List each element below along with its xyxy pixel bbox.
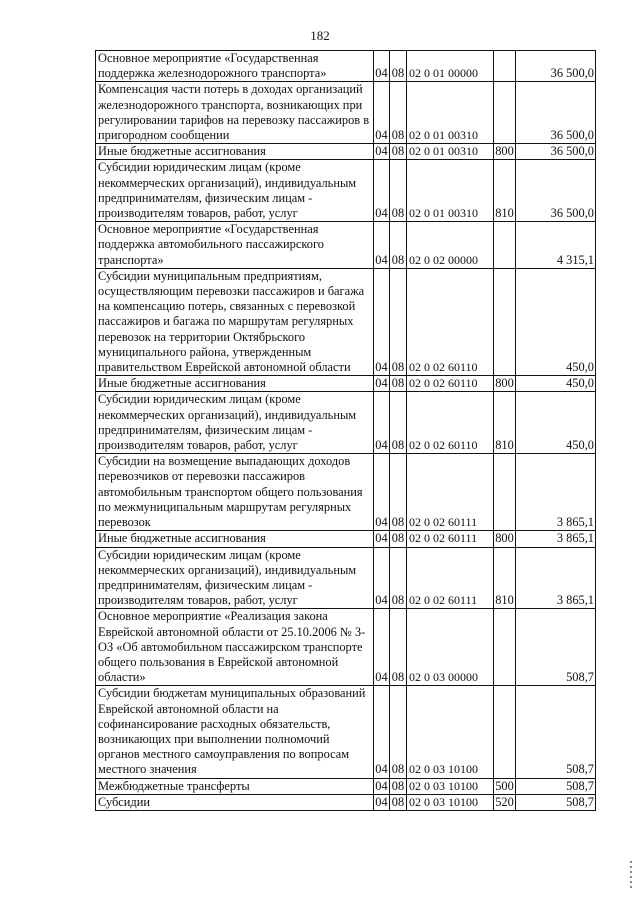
table-row xyxy=(96,454,596,531)
item-name-cell: Иные бюджетные ассигнования xyxy=(96,144,374,160)
item-name-cell: Субсидии на возмещение выпадающих доходов перевозчиков от перевозки пассажиров автомобильным транспортом общего пользования по межмуниципальным маршрутам регулярных перевозок xyxy=(96,454,374,531)
subsection-code-cell: 08 xyxy=(390,268,407,375)
table-row xyxy=(96,778,596,794)
item-name-cell: Компенсация части потерь в доходах организаций железнодорожного транспорта, возникающих при регулировании тарифов на перевозку пассажиров в пригородном сообщении xyxy=(96,82,374,144)
amount-cell: 3 865,1 xyxy=(516,547,596,609)
item-name-cell: Субсидии юридическим лицам (кроме некоммерческих организаций), индивидуальным предпринимателям, физическим лицам - производителям товаров, работ, услуг xyxy=(96,160,374,222)
subsection-code-cell: 08 xyxy=(390,794,407,810)
section-code-cell: 04 xyxy=(374,609,390,686)
expense-type-code-cell xyxy=(494,454,516,531)
subsection-code-cell: 08 xyxy=(390,160,407,222)
target-article-code-cell: 02 0 03 00000 xyxy=(407,609,494,686)
expense-type-code-cell: 800 xyxy=(495,531,514,546)
table-row xyxy=(96,392,596,454)
target-article-code-cell: 02 0 01 00310 xyxy=(407,160,494,222)
table-row xyxy=(96,268,596,375)
item-name-cell: Субсидии юридическим лицам (кроме некоммерческих организаций), индивидуальным предпринимателям, физическим лицам - производителям товаров, работ, услуг xyxy=(96,547,374,609)
item-name-cell: Межбюджетные трансферты xyxy=(96,778,374,794)
amount-cell: 3 865,1 xyxy=(516,531,596,547)
expense-type-code-cell xyxy=(494,686,516,778)
section-code-cell: 04 xyxy=(374,392,390,454)
target-article-code-cell: 02 0 03 10100 xyxy=(407,686,494,778)
scan-artifact xyxy=(630,861,632,891)
amount-cell: 36 500,0 xyxy=(516,160,596,222)
amount-cell: 450,0 xyxy=(516,392,596,454)
section-code-cell: 04 xyxy=(374,686,390,778)
target-article-code-cell: 02 0 02 60110 xyxy=(407,268,494,375)
section-code-cell: 04 xyxy=(375,778,388,793)
page-number: 182 xyxy=(310,28,330,43)
target-article-code-cell: 02 0 03 10100 xyxy=(407,778,494,794)
subsection-code-cell: 08 xyxy=(390,144,407,160)
table-row xyxy=(96,531,596,547)
item-name-cell: Субсидии бюджетам муниципальных образований Еврейской автономной области на софинансирование расходных обязательств, возникающих при выполнении полномочий органов местного самоуправления по вопросам местного значения xyxy=(96,686,374,778)
expense-type-code-cell: 520 xyxy=(495,794,514,809)
table-row xyxy=(96,144,596,160)
item-name-cell: Основное мероприятие «Государственная поддержка железнодорожного транспорта» xyxy=(96,51,374,82)
expense-type-code-cell: 500 xyxy=(495,778,514,793)
target-article-code-cell: 02 0 03 10100 xyxy=(407,794,494,810)
target-article-code-cell: 02 0 02 60110 xyxy=(407,392,494,454)
item-name-cell: Субсидии юридическим лицам (кроме некоммерческих организаций), индивидуальным предпринимателям, физическим лицам - производителям товаров, работ, услуг xyxy=(96,392,374,454)
amount-cell: 4 315,1 xyxy=(516,222,596,269)
amount-cell: 508,7 xyxy=(516,778,596,794)
target-article-code-cell: 02 0 01 00310 xyxy=(407,144,494,160)
subsection-code-cell: 08 xyxy=(390,609,407,686)
expense-type-code-cell xyxy=(494,51,516,82)
amount-cell: 3 865,1 xyxy=(516,454,596,531)
expense-type-code-cell: 810 xyxy=(494,160,516,222)
expense-type-code-cell: 800 xyxy=(495,144,514,159)
item-name-cell: Основное мероприятие «Реализация закона Еврейской автономной области от 25.10.2006 № 3-ОЗ «Об автомобильном пассажирском транспорте общего пользования в Еврейской автономной области» xyxy=(96,609,374,686)
item-name-cell: Иные бюджетные ассигнования xyxy=(96,376,374,392)
table-row xyxy=(96,686,596,778)
section-code-cell: 04 xyxy=(374,222,390,269)
amount-cell: 450,0 xyxy=(516,268,596,375)
table-row xyxy=(96,222,596,269)
table-row xyxy=(96,794,596,810)
subsection-code-cell: 08 xyxy=(390,51,407,82)
amount-cell: 36 500,0 xyxy=(516,51,596,82)
subsection-code-cell: 08 xyxy=(390,376,407,392)
table-row xyxy=(96,160,596,222)
item-name-cell: Основное мероприятие «Государственная поддержка автомобильного пассажирского транспорта» xyxy=(96,222,374,269)
table-row xyxy=(96,51,596,82)
subsection-code-cell: 08 xyxy=(390,531,407,547)
table-row xyxy=(96,376,596,392)
expense-type-code-cell: 800 xyxy=(495,376,514,391)
amount-cell: 36 500,0 xyxy=(516,82,596,144)
subsection-code-cell: 08 xyxy=(390,392,407,454)
section-code-cell: 04 xyxy=(374,160,390,222)
table-row xyxy=(96,547,596,609)
target-article-code-cell: 02 0 02 60111 xyxy=(407,454,494,531)
subsection-code-cell: 08 xyxy=(390,686,407,778)
amount-cell: 450,0 xyxy=(516,376,596,392)
target-article-code-cell: 02 0 02 60111 xyxy=(407,531,494,547)
expense-type-code-cell xyxy=(494,222,516,269)
target-article-code-cell: 02 0 02 60111 xyxy=(407,547,494,609)
section-code-cell: 04 xyxy=(375,531,388,546)
item-name-cell: Субсидии xyxy=(96,794,374,810)
expense-type-code-cell xyxy=(494,609,516,686)
subsection-code-cell: 08 xyxy=(390,778,407,794)
target-article-code-cell: 02 0 01 00000 xyxy=(407,51,494,82)
section-code-cell: 04 xyxy=(375,144,388,159)
section-code-cell: 04 xyxy=(374,268,390,375)
expense-type-code-cell: 810 xyxy=(494,392,516,454)
target-article-code-cell: 02 0 01 00310 xyxy=(407,82,494,144)
section-code-cell: 04 xyxy=(374,454,390,531)
table-row xyxy=(96,609,596,686)
amount-cell: 508,7 xyxy=(516,686,596,778)
subsection-code-cell: 08 xyxy=(390,547,407,609)
target-article-code-cell: 02 0 02 60110 xyxy=(407,376,494,392)
amount-cell: 508,7 xyxy=(516,609,596,686)
budget-table xyxy=(95,50,596,811)
section-code-cell: 04 xyxy=(375,376,388,391)
amount-cell: 36 500,0 xyxy=(516,144,596,160)
subsection-code-cell: 08 xyxy=(390,82,407,144)
subsection-code-cell: 08 xyxy=(390,454,407,531)
amount-cell: 508,7 xyxy=(516,794,596,810)
section-code-cell: 04 xyxy=(374,51,390,82)
item-name-cell: Субсидии муниципальным предприятиям, осуществляющим перевозки пассажиров и багажа на компенсацию потерь, связанных с перевозкой пассажиров и багажа по маршрутам регулярных перевозок на территории Октябрьского муниципального района, утвержденным правительством Еврейской автономной области xyxy=(96,268,374,375)
subsection-code-cell: 08 xyxy=(390,222,407,269)
target-article-code-cell: 02 0 02 00000 xyxy=(407,222,494,269)
section-code-cell: 04 xyxy=(374,82,390,144)
expense-type-code-cell xyxy=(494,268,516,375)
expense-type-code-cell: 810 xyxy=(494,547,516,609)
item-name-cell: Иные бюджетные ассигнования xyxy=(96,531,374,547)
expense-type-code-cell xyxy=(494,82,516,144)
section-code-cell: 04 xyxy=(374,547,390,609)
table-row xyxy=(96,82,596,144)
section-code-cell: 04 xyxy=(375,794,388,809)
